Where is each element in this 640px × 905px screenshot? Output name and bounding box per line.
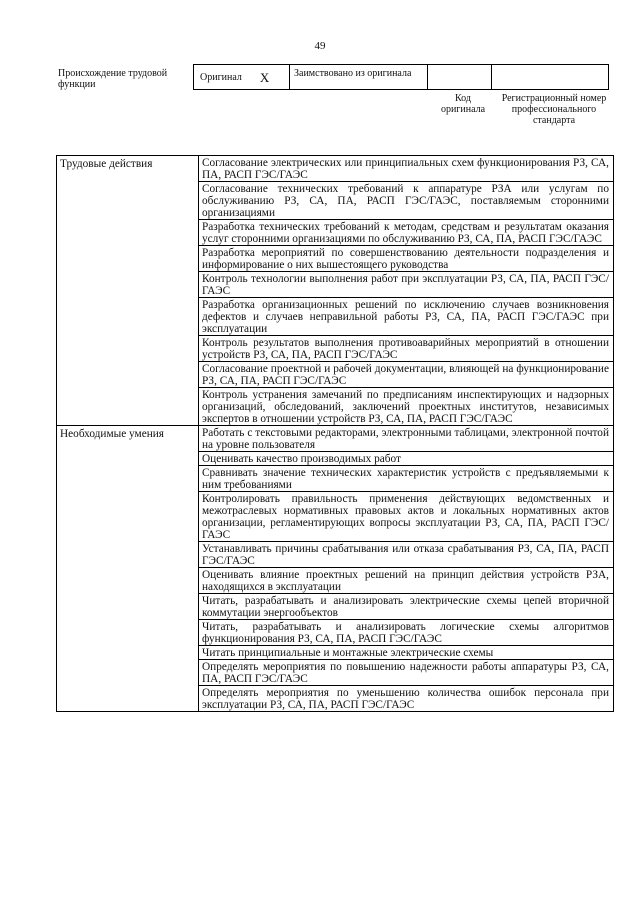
original-cell bbox=[194, 65, 290, 89]
table-row bbox=[57, 426, 614, 452]
borrowed-cell: Заимствовано из оригинала bbox=[290, 65, 428, 89]
section-item: Оценивать качество производимых работ bbox=[199, 452, 614, 466]
section-item: Контроль устранения замечаний по предписаниям инспектирующих и надзорных организаций, обследований, заключений проектных институтов, независимых экспертов в отношении устройств РЗ, СА, ПА, РАСП ГЭС/ГАЭС bbox=[199, 388, 614, 426]
code-caption: Код оригинала bbox=[440, 93, 486, 115]
section-item: Контроль технологии выполнения работ при эксплуатации РЗ, СА, ПА, РАСП ГЭС/ГАЭС bbox=[199, 272, 614, 298]
section-item: Контролировать правильность применения действующих ведомственных и межотраслевых нормативных правовых актов и локальных нормативных актов организации, регламентирующих вопросы эксплуатации РЗ, СА, ПА, РАСП ГЭС/ГАЭС bbox=[199, 492, 614, 542]
section-item: Разработка организационных решений по исключению случаев возникновения дефектов и случаев неправильной работы РЗ, СА, ПА, РАСП ГЭС/ГАЭС при эксплуатации bbox=[199, 298, 614, 336]
section-item: Читать, разрабатывать и анализировать электрические схемы цепей вторичной коммутации энергообъектов bbox=[199, 594, 614, 620]
section-item: Определять мероприятия по уменьшению количества ошибок персонала при эксплуатации РЗ, СА, ПА, РАСП ГЭС/ГАЭС bbox=[199, 686, 614, 712]
origin-table bbox=[193, 64, 609, 90]
section-item: Читать принципиальные и монтажные электрические схемы bbox=[199, 646, 614, 660]
original-mark: X bbox=[259, 69, 270, 85]
reg-number-cell bbox=[492, 65, 608, 89]
section-item: Контроль результатов выполнения противоаварийных мероприятий в отношении устройств РЗ, СА, ПА, РАСП ГЭС/ГАЭС bbox=[199, 336, 614, 362]
section-title: Необходимые умения bbox=[57, 426, 199, 712]
section-item: Согласование технических требований к аппаратуре РЗА или услугам по обслуживанию РЗ, СА, ПА, РАСП ГЭС/ГАЭС, поставляемым сторонними организациями bbox=[199, 182, 614, 220]
section-item: Определять мероприятия по повышению надежности работы аппаратуры РЗ, СА, ПА, РАСП ГЭС/ГАЭС bbox=[199, 660, 614, 686]
section-item: Сравнивать значение технических характеристик устройств с предъявляемыми к ним требованиями bbox=[199, 466, 614, 492]
section-item: Согласование электрических или принципиальных схем функционирования РЗ, СА, ПА, РАСП ГЭС/ГАЭС bbox=[199, 156, 614, 182]
table-row bbox=[57, 156, 614, 182]
section-item: Оценивать влияние проектных решений на принцип действия устройств РЗА, находящихся в эксплуатации bbox=[199, 568, 614, 594]
code-cell bbox=[428, 65, 492, 89]
origin-label: Происхождение трудовой функции bbox=[58, 68, 168, 90]
section-item: Разработка мероприятий по совершенствованию деятельности подразделения и информирование о них вышестоящего руководства bbox=[199, 246, 614, 272]
section-title: Трудовые действия bbox=[57, 156, 199, 426]
section-item: Разработка технических требований к методам, средствам и результатам оказания услуг сторонними организациями по обслуживанию РЗ, СА, ПА, РАСП ГЭС/ГАЭС bbox=[199, 220, 614, 246]
original-label: Оригинал bbox=[200, 71, 242, 83]
section-item: Работать с текстовыми редакторами, электронными таблицами, электронной почтой на уровне пользователя bbox=[199, 426, 614, 452]
reg-caption: Регистрационный номер профессионального стандарта bbox=[501, 93, 607, 126]
function-table bbox=[56, 155, 614, 712]
page-number: 49 bbox=[314, 40, 326, 52]
section-item: Устанавливать причины срабатывания или отказа срабатывания РЗ, СА, ПА, РАСП ГЭС/ГАЭС bbox=[199, 542, 614, 568]
section-item: Читать, разрабатывать и анализировать логические схемы алгоритмов функционирования РЗ, СА, ПА, РАСП ГЭС/ГАЭС bbox=[199, 620, 614, 646]
section-item: Согласование проектной и рабочей документации, влияющей на функционирование РЗ, СА, ПА, РАСП ГЭС/ГАЭС bbox=[199, 362, 614, 388]
